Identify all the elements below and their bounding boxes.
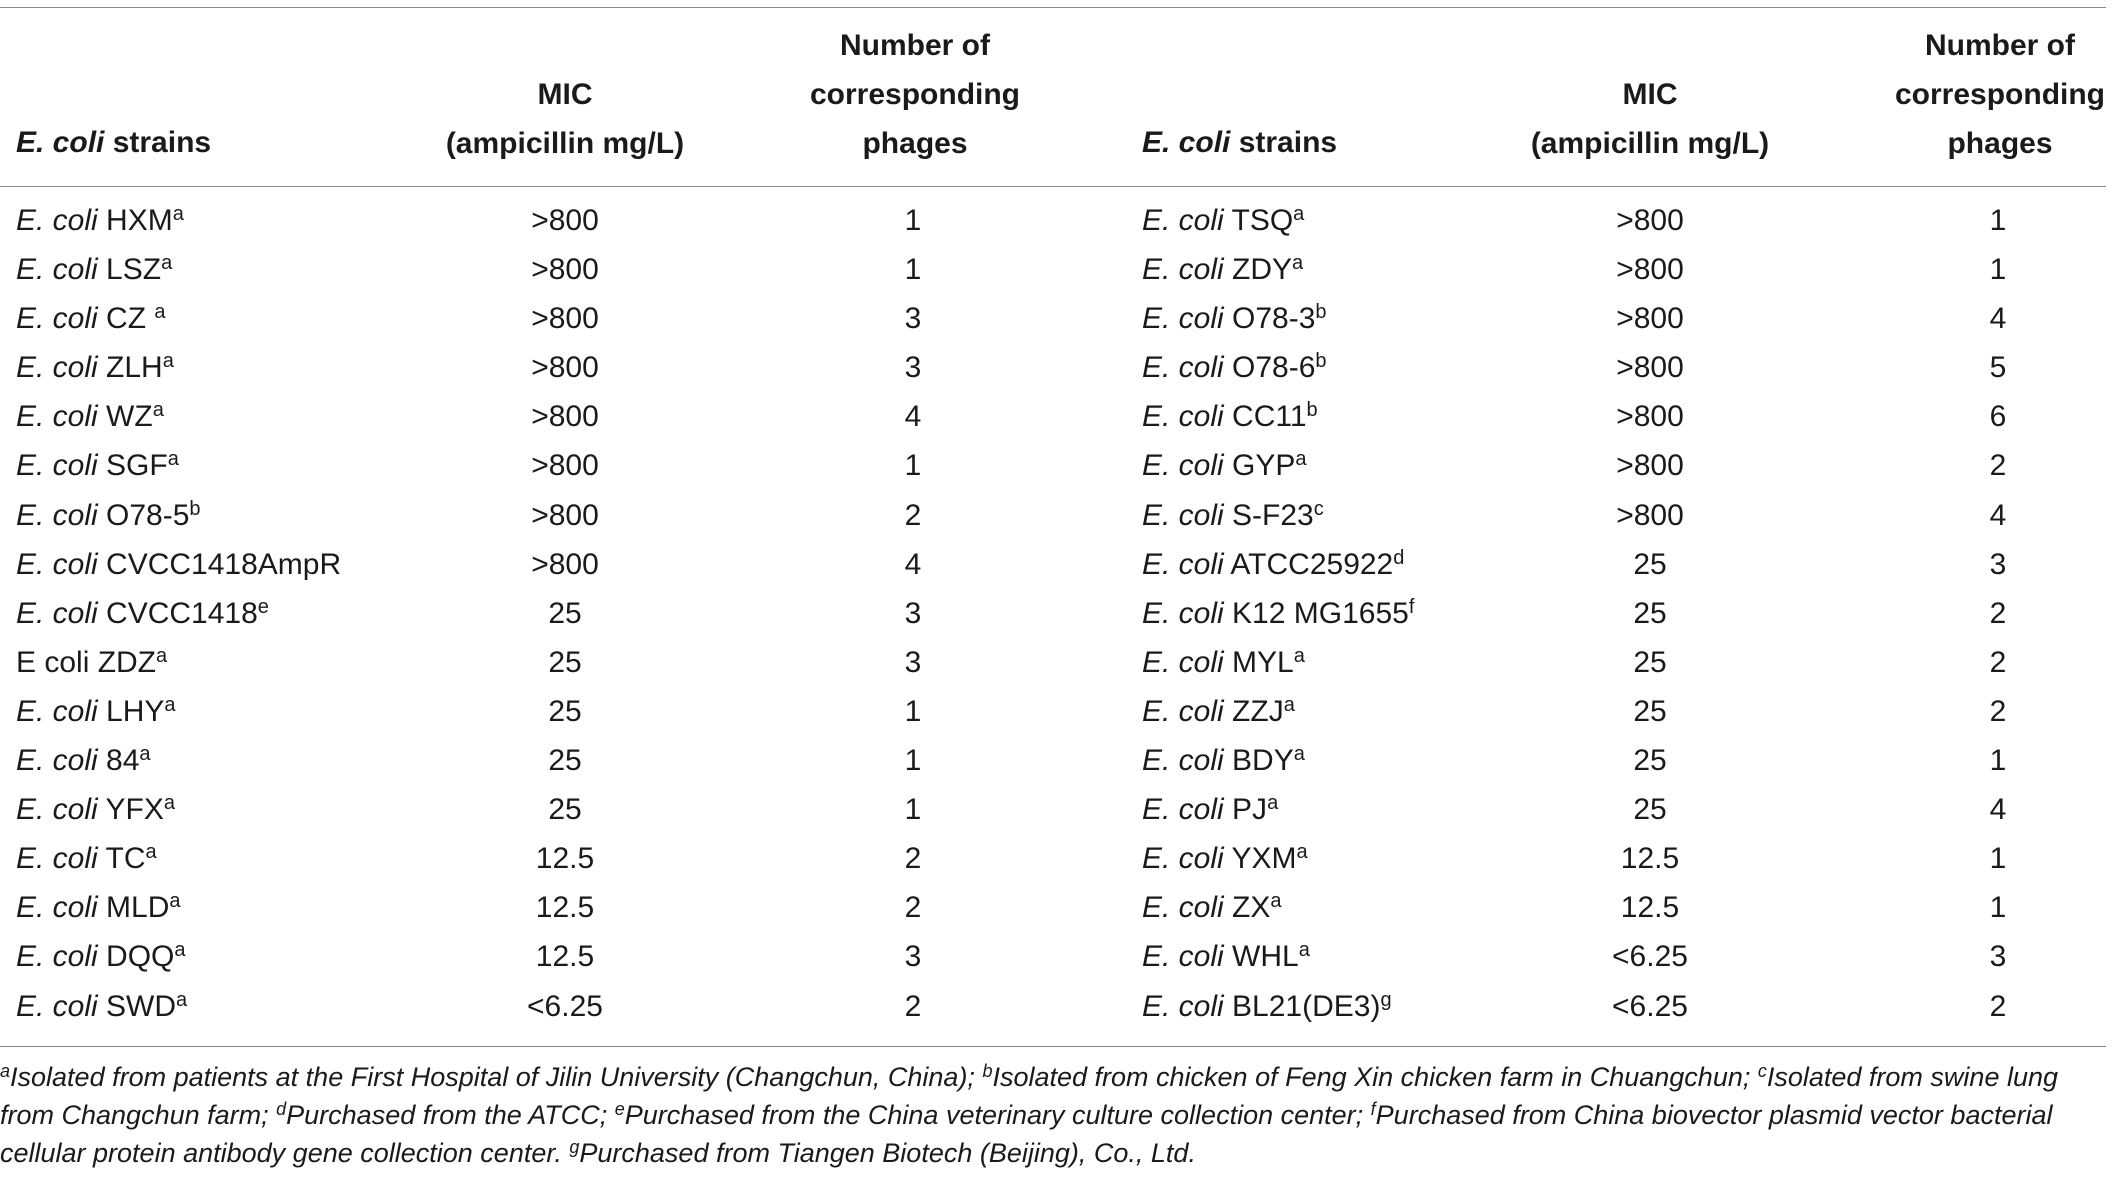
phages-cell: 1 xyxy=(904,449,922,483)
mic-cell: 25 xyxy=(1633,596,1667,630)
strain-cell xyxy=(1142,392,1318,441)
strain-cell xyxy=(1142,687,1295,736)
phages-cell: 2 xyxy=(904,989,922,1023)
mic-cell: >800 xyxy=(531,204,599,237)
phages-cell: 3 xyxy=(1989,547,2007,581)
phages-cell: 6 xyxy=(1989,400,2007,434)
phages-cell: 4 xyxy=(1989,793,2007,827)
phages-cell: 3 xyxy=(904,940,922,974)
header-mic-right-line1: MIC xyxy=(1622,78,1678,111)
header-phages-left xyxy=(790,21,1040,168)
header-phages-left-line3: phages xyxy=(862,127,968,160)
phages-cell: 2 xyxy=(1989,989,2007,1023)
strain-genus: E. coli xyxy=(1142,400,1224,434)
strain-footnote-mark: a xyxy=(174,939,186,962)
strain-cell xyxy=(16,343,174,392)
header-mic-right xyxy=(1515,70,1785,168)
strain-footnote-mark: b xyxy=(1315,350,1327,373)
strain-cell xyxy=(1142,441,1307,490)
table-row xyxy=(0,834,2106,883)
header-mic-left-line1: MIC xyxy=(537,78,593,111)
strain-footnote-mark: b xyxy=(189,497,201,520)
phages-cell: 1 xyxy=(904,694,922,728)
strain-name: SWD xyxy=(97,989,177,1023)
strain-footnote-mark: a xyxy=(161,252,173,275)
header-mic-left-line2: (ampicillin mg/L) xyxy=(445,127,685,160)
strain-genus: E. coli xyxy=(1142,596,1224,630)
strain-name: MYL xyxy=(1223,645,1294,679)
header-strain-right-em: E. coli xyxy=(1142,126,1231,159)
footnote-mark: g xyxy=(569,1137,580,1157)
strain-footnote-mark: a xyxy=(1267,792,1279,815)
strain-cell xyxy=(16,441,179,490)
mic-cell: 25 xyxy=(548,596,582,630)
strain-name: ATCC25922 xyxy=(1223,547,1394,581)
footnote-text: Isolated from chicken of Feng Xin chicken farm in Chuangchun; xyxy=(992,1062,1758,1092)
strain-cell xyxy=(16,785,175,834)
strain-cell xyxy=(16,294,166,343)
mic-cell: >800 xyxy=(1616,449,1684,483)
header-phages-right-line3: phages xyxy=(1947,127,2053,160)
mic-cell: 12.5 xyxy=(535,940,595,974)
footnote-mark: a xyxy=(0,1061,11,1081)
strain-footnote-mark: c xyxy=(1313,497,1324,520)
strain-genus: E. coli xyxy=(16,302,98,336)
table-row xyxy=(0,638,2106,687)
footnote-mark: c xyxy=(1757,1061,1767,1081)
header-phages-right-line1: Number of xyxy=(1925,29,2075,62)
strain-genus: E. coli xyxy=(16,204,98,237)
header-strain-right-rest: strains xyxy=(1230,126,1338,159)
strain-footnote-mark: a xyxy=(172,203,184,225)
header-mic-left xyxy=(430,70,700,168)
strain-name: LHY xyxy=(97,694,165,728)
table-row xyxy=(0,491,2106,540)
strain-cell xyxy=(1142,343,1327,392)
strain-cell xyxy=(16,392,164,441)
strain-cell xyxy=(16,982,187,1031)
strain-genus: E. coli xyxy=(16,449,98,483)
footnote-text: Isolated from swine lung from Changchun farm; xyxy=(0,1062,2059,1130)
strain-name: TSQ xyxy=(1223,204,1294,237)
phages-cell: 2 xyxy=(904,498,922,532)
strain-genus: E. coli xyxy=(1142,989,1224,1023)
strain-footnote-mark: a xyxy=(1283,693,1295,716)
strain-name: PJ xyxy=(1223,793,1268,827)
phages-cell: 2 xyxy=(1989,596,2007,630)
mic-cell: 12.5 xyxy=(1620,842,1680,876)
strain-genus: E. coli xyxy=(16,400,98,434)
mic-cell: >800 xyxy=(1616,253,1684,287)
strain-cell xyxy=(16,245,172,294)
mic-cell: <6.25 xyxy=(527,989,603,1023)
table-row xyxy=(0,932,2106,981)
mic-cell: 12.5 xyxy=(535,891,595,925)
strain-name: CVCC1418AmpR xyxy=(97,547,342,581)
table-row xyxy=(0,343,2106,392)
header-strain-right xyxy=(1142,118,1337,167)
strain-cell xyxy=(1142,736,1305,785)
phages-cell: 3 xyxy=(904,596,922,630)
table-row xyxy=(0,687,2106,736)
mic-cell: 25 xyxy=(1633,793,1667,827)
strain-genus: E. coli xyxy=(16,253,98,287)
footnote-mark: d xyxy=(276,1099,287,1119)
strain-name: O78-3 xyxy=(1223,302,1316,336)
strain-footnote-mark: a xyxy=(163,792,175,815)
strain-genus: E. coli xyxy=(16,351,98,385)
mic-cell: >800 xyxy=(1616,498,1684,532)
strain-footnote-mark: a xyxy=(1298,939,1310,962)
strain-cell xyxy=(16,638,167,687)
strain-footnote-mark: a xyxy=(1296,841,1308,864)
header-phages-left-line1: Number of xyxy=(840,29,990,62)
mic-cell: <6.25 xyxy=(1612,940,1688,974)
strain-footnote-mark: a xyxy=(1270,890,1282,913)
table-row xyxy=(0,982,2106,1031)
mic-cell: 25 xyxy=(1633,645,1667,679)
strain-footnote-mark: a xyxy=(162,350,174,373)
mic-cell: 12.5 xyxy=(535,842,595,876)
phages-cell: 1 xyxy=(1989,204,2007,237)
strain-cell xyxy=(1142,932,1310,981)
phages-cell: 1 xyxy=(1989,253,2007,287)
strain-name: SGF xyxy=(97,449,168,483)
mic-cell: >800 xyxy=(531,351,599,385)
mic-cell: <6.25 xyxy=(1612,989,1688,1023)
strain-genus: E. coli xyxy=(16,989,98,1023)
bottom-rule xyxy=(0,1046,2106,1047)
strain-footnote-mark: a xyxy=(169,890,181,913)
strain-genus: E. coli xyxy=(16,842,98,876)
table-row xyxy=(0,245,2106,294)
strain-name: CC11 xyxy=(1223,400,1307,434)
strain-footnote-mark: a xyxy=(164,693,176,716)
table-row xyxy=(0,441,2106,490)
phages-cell: 2 xyxy=(904,891,922,925)
table-row xyxy=(0,540,2106,589)
strain-cell xyxy=(1142,540,1404,589)
phages-cell: 4 xyxy=(1989,302,2007,336)
footnote-text: Purchased from the ATCC; xyxy=(286,1100,615,1130)
strain-footnote-mark: a xyxy=(1295,448,1307,471)
mic-cell: 25 xyxy=(548,645,582,679)
strain-cell xyxy=(16,834,157,883)
table-row xyxy=(0,589,2106,638)
phages-cell: 3 xyxy=(904,302,922,336)
footnote-text: Isolated from patients at the First Hospital of Jilin University (Changchun, China); xyxy=(10,1062,983,1092)
phages-cell: 5 xyxy=(1989,351,2007,385)
phages-cell: 3 xyxy=(1989,940,2007,974)
mic-cell: 25 xyxy=(548,744,582,778)
strain-name: K12 MG1655 xyxy=(1223,596,1409,630)
mic-cell: >800 xyxy=(531,449,599,483)
strain-cell xyxy=(16,687,176,736)
strain-footnote-mark: a xyxy=(167,448,179,471)
mic-cell: >800 xyxy=(531,547,599,581)
strain-genus: E. coli xyxy=(16,744,98,778)
strain-cell xyxy=(1142,196,1304,245)
strain-cell xyxy=(1142,491,1324,540)
strain-genus: E. coli xyxy=(16,547,98,581)
strain-genus: E. coli xyxy=(1142,940,1224,974)
strain-footnote-mark: a xyxy=(1292,252,1304,275)
strain-genus: E. coli xyxy=(1142,204,1224,237)
mic-cell: >800 xyxy=(531,253,599,287)
mic-cell: >800 xyxy=(1616,351,1684,385)
strain-genus: E. coli xyxy=(16,498,98,532)
footnote-mark: e xyxy=(614,1099,625,1119)
strain-cell xyxy=(16,540,341,589)
strain-name: WHL xyxy=(1223,940,1299,974)
strain-name: S-F23 xyxy=(1223,498,1314,532)
strain-name: ZLH xyxy=(97,351,163,385)
strain-cell xyxy=(16,196,184,245)
strain-name: BDY xyxy=(1223,744,1294,778)
strain-cell xyxy=(1142,982,1392,1031)
phages-cell: 1 xyxy=(1989,891,2007,925)
footnote-text: Purchased from Tiangen Biotech (Beijing), Co., Ltd. xyxy=(579,1138,1196,1168)
strain-cell xyxy=(1142,638,1305,687)
mic-cell: 12.5 xyxy=(1620,891,1680,925)
strain-footnote-mark: a xyxy=(152,399,164,422)
header-strain-left-em: E. coli xyxy=(16,126,105,159)
strain-genus: E. coli xyxy=(16,694,98,728)
strain-name: HXM xyxy=(97,204,173,237)
strain-footnote-mark: a xyxy=(1293,203,1305,225)
strain-genus: E. coli xyxy=(1142,351,1224,385)
header-mic-right-line2: (ampicillin mg/L) xyxy=(1530,127,1770,160)
strain-name: ZX xyxy=(1223,891,1271,925)
strain-name: YXM xyxy=(1223,842,1297,876)
strain-footnote-mark: a xyxy=(154,301,166,324)
strain-genus: E. coli xyxy=(1142,253,1224,287)
strain-name: ZZJ xyxy=(1223,694,1284,728)
phages-cell: 1 xyxy=(904,253,922,287)
strain-footnote-mark: a xyxy=(145,841,157,864)
phages-cell: 4 xyxy=(904,400,922,434)
strain-name: LSZ xyxy=(97,253,162,287)
table-body xyxy=(0,196,2106,1031)
strain-genus: E. coli xyxy=(1142,302,1224,336)
mic-cell: 25 xyxy=(548,694,582,728)
strain-footnote-mark: a xyxy=(176,988,188,1011)
strain-genus: E. coli xyxy=(1142,842,1224,876)
strain-name: E coli ZDZ xyxy=(16,645,157,679)
table-row xyxy=(0,785,2106,834)
phages-cell: 1 xyxy=(1989,744,2007,778)
strain-name: WZ xyxy=(97,400,153,434)
strain-footnote-mark: a xyxy=(139,743,151,766)
strain-name: YFX xyxy=(97,793,164,827)
strain-name: ZDY xyxy=(1223,253,1293,287)
header-strain-left-rest: strains xyxy=(104,126,212,159)
strain-name: GYP xyxy=(1223,449,1296,483)
phages-cell: 4 xyxy=(1989,498,2007,532)
phages-cell: 1 xyxy=(904,204,922,237)
strain-genus: E. coli xyxy=(16,891,98,925)
strain-genus: E. coli xyxy=(1142,694,1224,728)
strain-name: 84 xyxy=(97,744,140,778)
table-row xyxy=(0,294,2106,343)
strain-footnote-mark: b xyxy=(1306,399,1318,422)
strain-genus: E. coli xyxy=(1142,891,1224,925)
phages-cell: 1 xyxy=(904,744,922,778)
mic-cell: >800 xyxy=(1616,400,1684,434)
table-footnotes xyxy=(0,1058,2106,1172)
phages-cell: 3 xyxy=(904,645,922,679)
phages-cell: 3 xyxy=(904,351,922,385)
strain-footnote-mark: b xyxy=(1315,301,1327,324)
strain-footnote-mark: e xyxy=(257,595,269,618)
strain-genus: E. coli xyxy=(1142,645,1224,679)
strain-genus: E. coli xyxy=(16,596,98,630)
strain-cell xyxy=(16,589,269,638)
strain-cell xyxy=(1142,589,1414,638)
top-rule xyxy=(0,7,2106,8)
strain-footnote-mark: a xyxy=(1293,644,1305,667)
strain-name: O78-6 xyxy=(1223,351,1316,385)
footnote-text: Purchased from China biovector plasmid vector bacterial cellular protein antibody gene collection center. xyxy=(0,1100,2053,1168)
mic-cell: >800 xyxy=(531,498,599,532)
phages-cell: 2 xyxy=(904,842,922,876)
strain-genus: E. coli xyxy=(1142,744,1224,778)
strain-cell xyxy=(16,932,186,981)
strain-cell xyxy=(1142,785,1278,834)
strain-name: MLD xyxy=(97,891,170,925)
strain-cell xyxy=(16,736,151,785)
strain-name: CVCC1418 xyxy=(97,596,258,630)
strain-name: O78-5 xyxy=(97,498,190,532)
strain-name: BL21(DE3) xyxy=(1223,989,1381,1023)
strain-footnote-mark: a xyxy=(1293,743,1305,766)
phages-cell: 4 xyxy=(904,547,922,581)
footnote-mark: f xyxy=(1370,1099,1376,1119)
phages-cell: 1 xyxy=(1989,842,2007,876)
strain-genus: E. coli xyxy=(1142,498,1224,532)
table-row xyxy=(0,736,2106,785)
mic-cell: 25 xyxy=(1633,547,1667,581)
header-phages-left-line2: corresponding xyxy=(809,78,1020,111)
strain-cell xyxy=(1142,883,1282,932)
strain-genus: E. coli xyxy=(16,793,98,827)
strain-cell xyxy=(1142,245,1303,294)
mic-cell: >800 xyxy=(531,400,599,434)
strain-footnote-mark: d xyxy=(1393,546,1405,569)
footnote-text: Purchased from the China veterinary culture collection center; xyxy=(624,1100,1371,1130)
strain-genus: E. coli xyxy=(16,940,98,974)
strain-cell xyxy=(1142,294,1327,343)
strain-footnote-mark: a xyxy=(156,644,168,667)
strain-cell xyxy=(1142,834,1308,883)
header-phages-right xyxy=(1875,21,2119,168)
strain-footnote-mark: f xyxy=(1408,595,1415,618)
strain-genus: E. coli xyxy=(1142,793,1224,827)
mic-cell: 25 xyxy=(1633,744,1667,778)
mic-cell: 25 xyxy=(1633,694,1667,728)
mic-cell: >800 xyxy=(1616,204,1684,237)
header-rule xyxy=(0,186,2106,187)
strain-genus: E. coli xyxy=(1142,449,1224,483)
phages-cell: 2 xyxy=(1989,449,2007,483)
strain-name: DQQ xyxy=(97,940,175,974)
strain-cell xyxy=(16,883,181,932)
footnote-mark: b xyxy=(982,1061,993,1081)
mic-cell: 25 xyxy=(548,793,582,827)
phages-cell: 2 xyxy=(1989,645,2007,679)
mic-cell: >800 xyxy=(1616,302,1684,336)
strain-name: CZ xyxy=(97,302,155,336)
table-row xyxy=(0,196,2106,245)
table-row xyxy=(0,392,2106,441)
strain-genus: E. coli xyxy=(1142,547,1224,581)
phages-cell: 1 xyxy=(904,793,922,827)
strain-name: TC xyxy=(97,842,146,876)
strain-footnote-mark: g xyxy=(1380,988,1392,1011)
header-strain-left xyxy=(16,118,211,167)
strain-cell xyxy=(16,491,201,540)
header-phages-right-line2: corresponding xyxy=(1894,78,2105,111)
mic-cell: >800 xyxy=(531,302,599,336)
table-row xyxy=(0,883,2106,932)
phages-cell: 2 xyxy=(1989,694,2007,728)
